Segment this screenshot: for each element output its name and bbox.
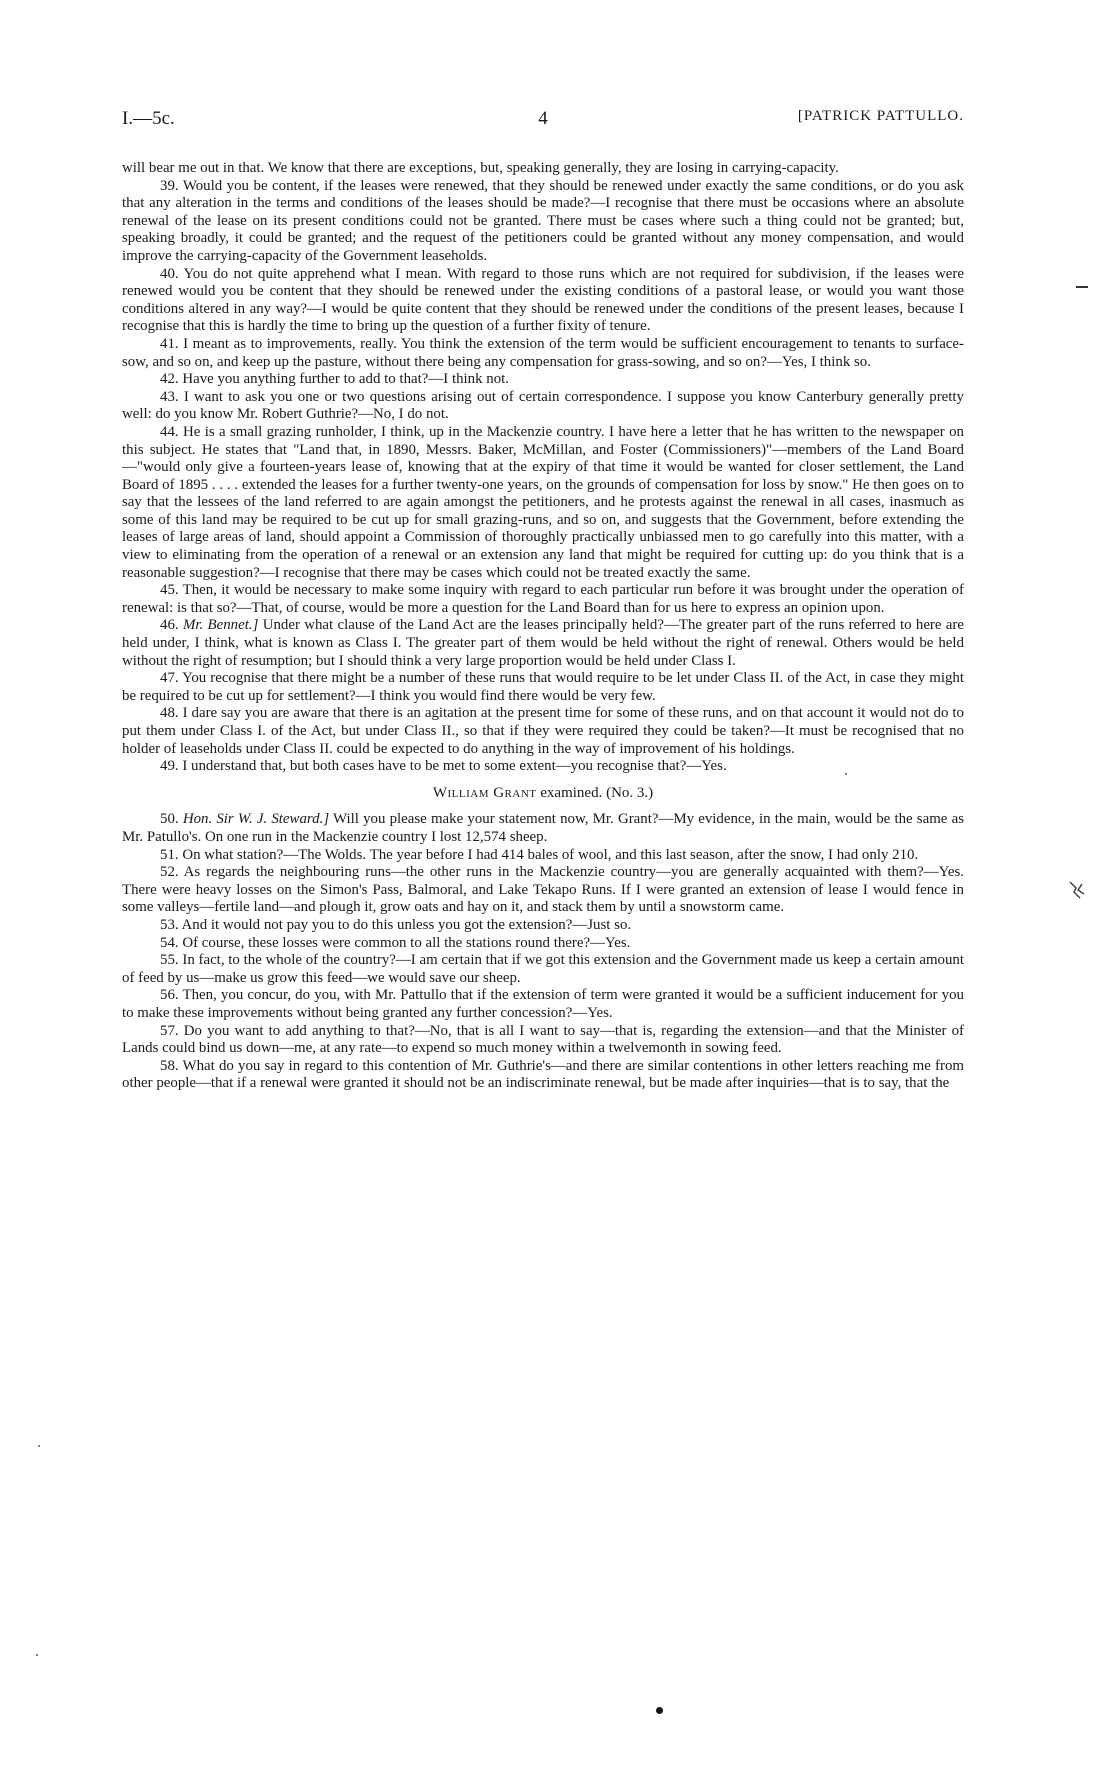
document-reference: I.—5c. [122, 108, 175, 129]
paragraph-q48: 48. I dare say you are aware that there is an agitation at the present time for some of these runs, and on that account it would not do to put them under Class I. of the Act, but under Class II., so that if they were required they could be taken?—It must be recognised that no holder of leaseholds under Class II. could be expected to do anything in the way of improvement of his holdings. [122, 705, 964, 757]
paragraph-q57: 57. Do you want to add anything to that?—No, that is all I want to say—that is, regarding the extension—and that the Minister of Lands could bind us down—me, at any rate—to expend so much money within a twelvemonth in sowing feed. [122, 1022, 964, 1057]
question-number: 50. [160, 811, 179, 828]
paragraph-q50 [122, 811, 964, 846]
paragraph-q46 [122, 617, 964, 670]
margin-dash-mark [1076, 286, 1088, 288]
speaker-name: Mr. Bennet.] [182, 617, 259, 634]
witness-running-head: [PATRICK PATTULLO. [797, 108, 964, 124]
paragraph-text: Will you please make your statement now, Mr. Grant?—My evidence, in the main, would be the same as Mr. Patullo's. On one run in the Mackenzie country I lost 12,574 sheep. [122, 811, 964, 845]
paragraph-q51: 51. On what station?—The Wolds. The year before I had 414 bales of wool, and this last season, after the snow, I had only 210. [160, 846, 919, 863]
scan-speck [845, 773, 847, 775]
paragraph-q43: 43. I want to ask you one or two questions arising out of certain correspondence. I suppose you know Canterbury generally pretty well: do you know Mr. Robert Guthrie?—No, I do not. [122, 388, 964, 423]
scan-speck [38, 1445, 40, 1447]
paragraph-q58: 58. What do you say in regard to this contention of Mr. Guthrie's—and there are similar contentions in other letters reaching me from other people—that if a renewal were granted it should not be an indiscriminate renewal, but be made after inquiries—that is to say, that the [122, 1057, 964, 1092]
paragraph-q53: 53. And it would not pay you to do this unless you got the extension?—Just so. [160, 916, 632, 933]
page-number: 4 [538, 108, 548, 129]
paragraph-q39: 39. Would you be content, if the leases were renewed, that they should be renewed under exactly the same conditions, or do you ask that any alteration in the terms and conditions of the leases should be made?—I recognise that there must be occasions where an absolute renewal of the lease on its present conditions could not be granted. There must be cases where such a thing could not be granted; but, speaking broadly, it could be granted; and the request of the petitioners could be granted without any money compensation, and would improve the carrying-capacity of the Government leaseholds. [122, 177, 964, 264]
margin-scan-mark [1068, 878, 1092, 902]
paragraph-q42: 42. Have you anything further to add to that?—I think not. [160, 371, 510, 388]
paragraph-q49: 49. I understand that, but both cases have to be met to some extent—you recognise that?—Yes. [160, 758, 727, 775]
witness-heading [122, 785, 964, 803]
document-body [122, 160, 964, 1093]
paragraph-q41: 41. I meant as to improvements, really. You think the extension of the term would be sufficient encouragement to tenants to surface-sow, and so on, and keep up the pasture, without there being any compensation for grass-sowing, and so on?—Yes, I think so. [122, 335, 964, 370]
page-header [122, 108, 964, 138]
paragraph-q55: 55. In fact, to the whole of the country?—I am certain that if we got this extension and the Government made us keep a certain amount of feed by us—make us grow this feed—we would save our sheep. [122, 952, 964, 986]
paragraph-q47: 47. You recognise that there might be a number of these runs that would require to be let under Class II. of the Act, in case they might be required to be cut up for settlement?—I think you would find there would be very few. [122, 670, 964, 704]
paragraph-q56: 56. Then, you concur, do you, with Mr. Pattullo that if the extension of term were granted it would be a sufficient inducement for you to make these improvements without being granted any further concession?—Yes. [122, 987, 964, 1021]
paragraph-q52: 52. As regards the neighbouring runs—the other runs in the Mackenzie country—you are generally acquainted with them?—Yes. There were heavy losses on the Simon's Pass, Balmoral, and Lake Tekapo Runs. If I were granted an extension of lease I would fence in some valleys—fertile land—and plough it, grow oats and hay on it, and stack them by until a snowstorm came. [122, 864, 964, 916]
paragraph-text: Under what clause of the Land Act are the leases principally held?—The greater part of the runs referred to here are held under, I think, what is known as Class I. The greater part of them would be held without the right of renewal. Others would be held without the right of resumption; but I should think a very large proportion would be held under Class I. [122, 617, 964, 669]
question-number: 46. [160, 617, 179, 634]
paragraph-q40: 40. You do not quite apprehend what I mean. With regard to those runs which are not required for subdivision, if the leases were renewed would you be content that they should be renewed under the existing conditions of a pastoral lease, or would you want those conditions altered in any way?—I would be quite content that they should be renewed under the conditions of the present leases, because I recognise that this is hardly the time to bring up the question of a further fixity of tenure. [122, 265, 964, 335]
speaker-name: Hon. Sir W. J. Steward.] [182, 811, 330, 828]
witness-name: William Grant [432, 784, 537, 801]
scan-dot [656, 1707, 663, 1714]
scan-speck [36, 1654, 38, 1656]
paragraph-q54: 54. Of course, these losses were common to all the stations round there?—Yes. [160, 934, 631, 951]
witness-heading-rest: examined. (No. 3.) [540, 784, 654, 801]
paragraph-continuation: will bear me out in that. We know that there are exceptions, but, speaking generally, they are losing in carrying-capacity. [122, 160, 839, 176]
paragraph-q45: 45. Then, it would be necessary to make some inquiry with regard to each particular run before it was brought under the operation of renewal: is that so?—That, of course, would be more a question for the Land Board than for us here to express an opinion upon. [122, 582, 964, 616]
paragraph-q44: 44. He is a small grazing runholder, I think, up in the Mackenzie country. I have here a letter that he has written to the newspaper on this subject. He states that "Land that, in 1890, Messrs. Baker, McMillan, and Foster (Commissioners)"—members of the Land Board—"would only give a fourteen-years lease of, knowing that at the expiry of that time it would be wanted for closer settlement, the Land Board of 1895 . . . . extended the leases for a further twenty-one years, on the grounds of compensation for loss by snow." He then goes on to say that the lessees of the land referred to are again amongst the petitioners, and he protests against the renewal in all cases, inasmuch as some of this land may be required to be cut up for small grazing-runs, and so on, and suggests that the Government, before extending the leases of large areas of land, should appoint a Commission of thoroughly practically unbiassed men to go carefully into this matter, with a view to eliminating from the operation of a renewal or an extension any land that might be required for cutting up: do you think that is a reasonable suggestion?—I recognise that there may be cases which could not be treated exactly the same. [122, 423, 964, 581]
